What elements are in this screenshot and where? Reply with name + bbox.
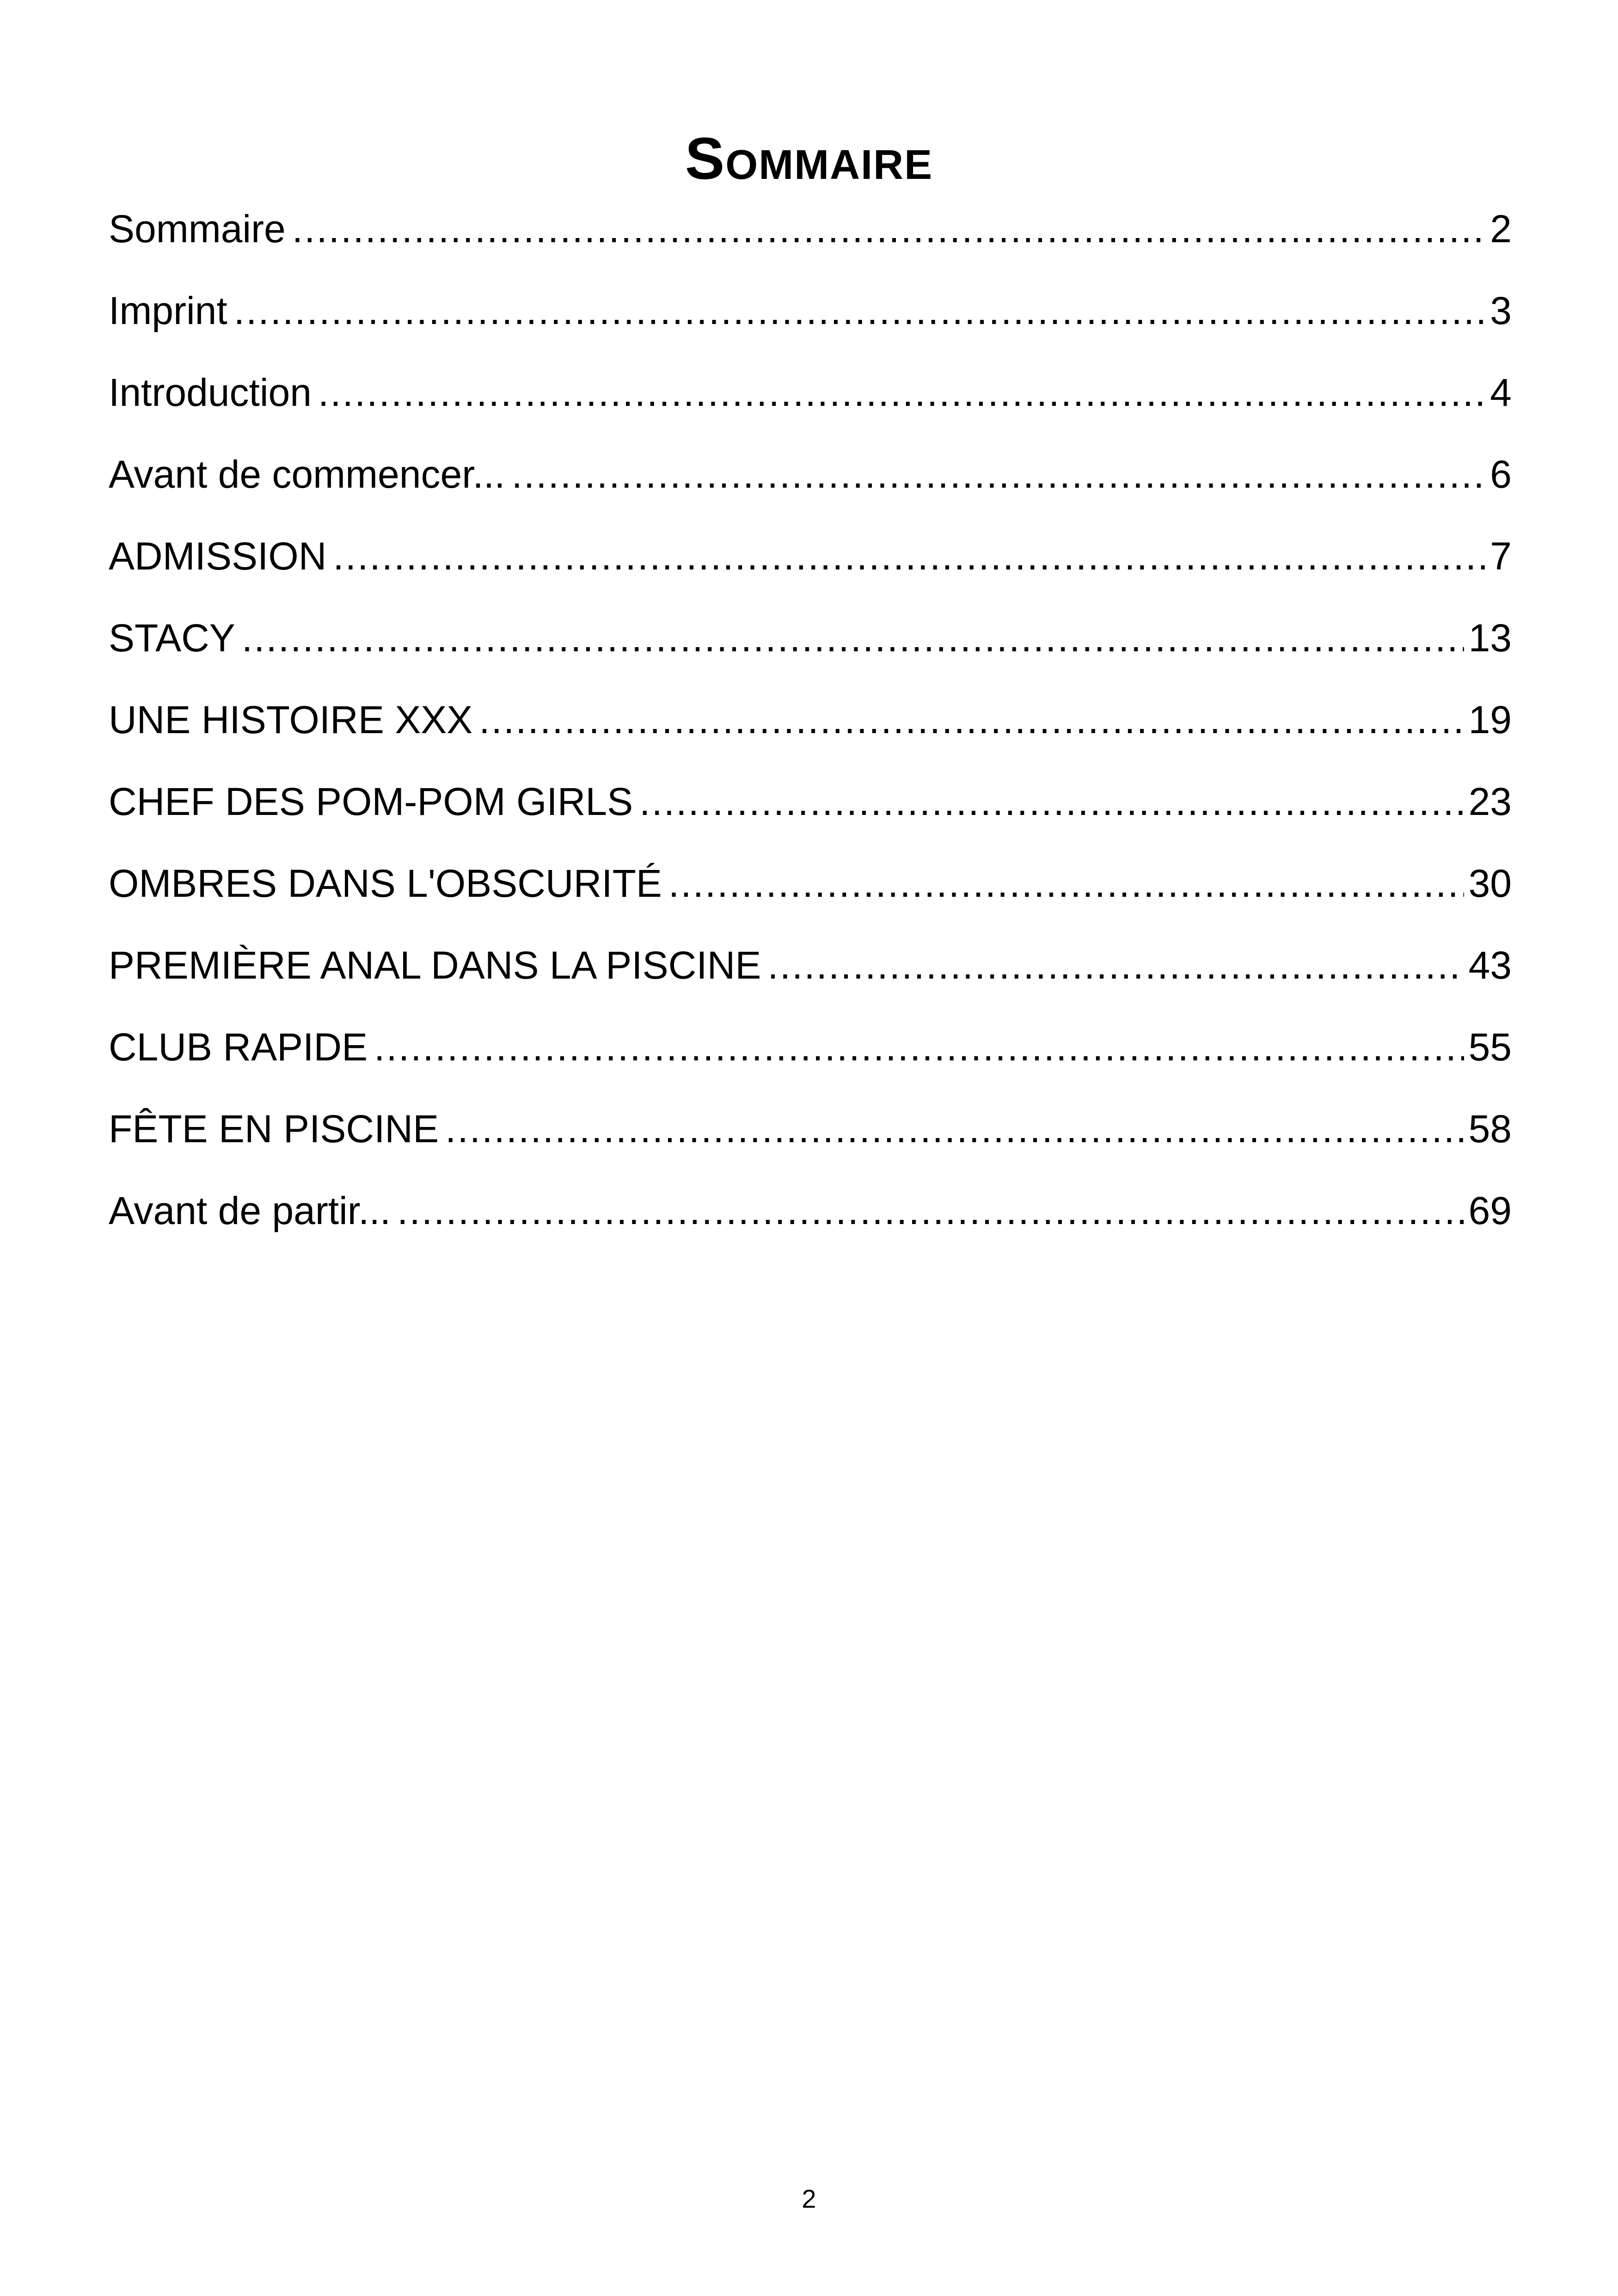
toc-entry-page: 13 (1468, 616, 1512, 660)
toc-entry-admission[interactable] (109, 524, 1512, 606)
toc-entry-title: Avant de commencer... (109, 453, 505, 496)
toc-entry-page: 43 (1468, 943, 1512, 987)
dot-leader (397, 1178, 1464, 1243)
toc-entry-title: OMBRES DANS L'OBSCURITÉ (109, 862, 662, 905)
toc-entry-ombres-dans-l-obscurite[interactable] (109, 851, 1512, 933)
toc-entry-title: ADMISSION (109, 534, 327, 578)
toc-entry-title: Introduction (109, 371, 312, 414)
dot-leader (374, 1015, 1464, 1079)
toc-entry-fete-en-piscine[interactable] (109, 1096, 1512, 1178)
toc-entry-imprint[interactable] (109, 278, 1512, 360)
toc-entry-title: PREMIÈRE ANAL DANS LA PISCINE (109, 943, 761, 987)
toc-entry-title: Imprint (109, 289, 227, 332)
dot-leader (234, 278, 1486, 343)
toc-entry-avant-de-partir[interactable] (109, 1178, 1512, 1260)
toc-entry-introduction[interactable] (109, 360, 1512, 442)
toc-entry-title: STACY (109, 616, 235, 660)
toc-entry-page: 23 (1468, 780, 1512, 823)
toc-entry-premiere-anal-dans-la-piscine[interactable] (109, 933, 1512, 1015)
dot-leader (639, 769, 1464, 834)
dot-leader (512, 442, 1486, 507)
toc-entry-title: Sommaire (109, 207, 286, 251)
dot-leader (242, 606, 1464, 670)
toc-entry-stacy[interactable] (109, 606, 1512, 687)
dot-leader (333, 524, 1485, 588)
dot-leader (479, 687, 1464, 752)
toc-entry-page: 3 (1490, 289, 1512, 332)
toc-entry-page: 58 (1468, 1107, 1512, 1151)
toc-entry-title: CHEF DES POM-POM GIRLS (109, 780, 633, 823)
toc-entry-page: 55 (1468, 1025, 1512, 1069)
table-of-contents (109, 196, 1512, 1260)
toc-entry-title: FÊTE EN PISCINE (109, 1107, 439, 1151)
toc-entry-title: Avant de partir... (109, 1189, 391, 1232)
toc-entry-page: 6 (1490, 453, 1512, 496)
dot-leader (445, 1096, 1464, 1161)
toc-entry-page: 30 (1468, 862, 1512, 905)
page-title: Sommaire (685, 125, 933, 192)
dot-leader (292, 196, 1486, 261)
toc-entry-page: 19 (1468, 698, 1512, 741)
toc-entry-page: 4 (1490, 371, 1512, 414)
dot-leader (767, 933, 1464, 998)
dot-leader (318, 360, 1485, 425)
toc-entry-page: 7 (1490, 534, 1512, 578)
dot-leader (668, 851, 1464, 916)
toc-entry-page: 69 (1468, 1189, 1512, 1232)
toc-entry-page: 2 (1490, 207, 1512, 251)
toc-entry-title: CLUB RAPIDE (109, 1025, 368, 1069)
toc-entry-title: UNE HISTOIRE XXX (109, 698, 473, 741)
toc-entry-club-rapide[interactable] (109, 1015, 1512, 1096)
toc-entry-chef-des-pom-pom-girls[interactable] (109, 769, 1512, 851)
toc-entry-une-histoire-xxx[interactable] (109, 687, 1512, 769)
page-number: 2 (802, 2184, 816, 2213)
toc-entry-sommaire[interactable] (109, 196, 1512, 278)
toc-entry-avant-de-commencer[interactable] (109, 442, 1512, 524)
